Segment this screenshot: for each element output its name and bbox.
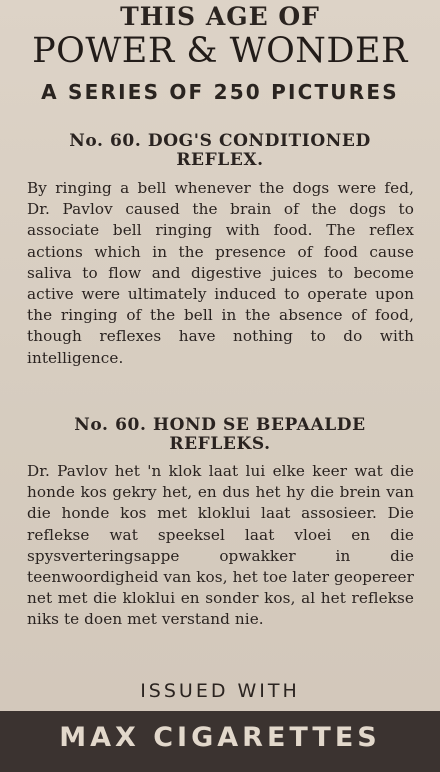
issued-with-label: ISSUED WITH (140, 680, 300, 702)
afrikaans-heading (20, 416, 420, 454)
afrikaans-heading-line1: No. 60. HOND SE BEPAALDE (74, 415, 366, 435)
series-subtitle: A SERIES OF 250 PICTURES (41, 80, 399, 104)
brand-name: MAX CIGARETTES (59, 722, 381, 753)
english-heading (20, 132, 420, 170)
afrikaans-body: Dr. Pavlov het 'n klok laat lui elke keer wat die honde kos gekry het, en dus het hy die brein van die honde kos met kloklui laat assosieer. Die reflekse wat speeksel laat vloei en die spysverteringsappe opwakker in die teenwoordigheid van kos, het toe later geopereer net met die kloklui en sonder kos, al het reflekse niks te doen met verstand nie. (27, 462, 414, 629)
afrikaans-heading-line2: REFLEKS. (169, 434, 271, 454)
english-body: By ringing a bell whenever the dogs were fed, Dr. Pavlov caused the brain of the dogs to associate bell ringing with food. The reflex actions which in the presence of food cause saliva to flow and digestive juices to become active were ultimately induced to operate upon the ringing of the bell in the absence of food, though reflexes have nothing to do with intelligence. (27, 179, 414, 367)
series-title-line1: THIS AGE OF (120, 2, 320, 31)
english-heading-line1: No. 60. DOG'S CONDITIONED (69, 131, 371, 151)
series-title-line2: POWER & WONDER (32, 31, 408, 71)
english-heading-line2: REFLEX. (176, 150, 264, 170)
